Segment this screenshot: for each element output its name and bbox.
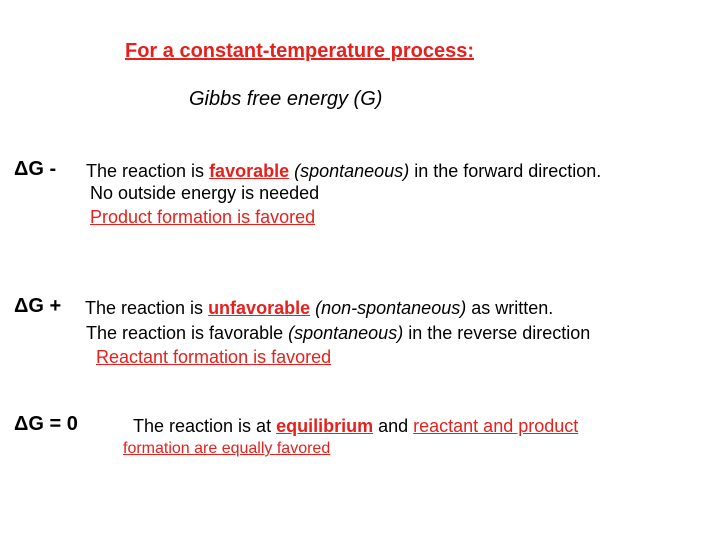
- negative-line1-pre: The reaction is: [86, 161, 210, 181]
- slide-title: For a constant-temperature process:: [125, 40, 474, 62]
- negative-favorable-term: favorable: [209, 161, 290, 181]
- delta-g-negative-line1: [86, 161, 601, 182]
- positive-unfavorable-term: unfavorable: [208, 298, 311, 318]
- delta-g-negative-line3: Product formation is favored: [90, 207, 316, 227]
- negative-line1-post: in the forward direction.: [409, 161, 602, 181]
- positive-line1-pre: The reaction is: [85, 298, 209, 318]
- positive-line2-pre: The reaction is favorable: [86, 323, 289, 343]
- zero-line1-mid: and: [373, 416, 414, 436]
- positive-line2-post: in the reverse direction: [403, 323, 591, 343]
- delta-g-positive-symbol: ΔG +: [14, 295, 62, 317]
- delta-g-positive-line3: Reactant formation is favored: [96, 347, 332, 367]
- positive-line1-post: as written.: [466, 298, 554, 318]
- delta-g-negative-line2: No outside energy is needed: [90, 183, 320, 203]
- delta-g-negative-symbol: ΔG -: [14, 158, 57, 180]
- delta-g-positive-line1: [85, 298, 553, 319]
- slide-subtitle: Gibbs free energy (G): [189, 88, 383, 110]
- zero-equilibrium-term: equilibrium: [276, 416, 374, 436]
- positive-spontaneous-term: (spontaneous): [288, 323, 404, 343]
- negative-spontaneous-term: (spontaneous): [294, 161, 410, 181]
- delta-g-zero-line2: formation are equally favored: [123, 440, 331, 457]
- delta-g-positive-line2: [86, 323, 590, 344]
- delta-g-zero-symbol: ΔG = 0: [14, 413, 78, 435]
- delta-g-zero-line1: [133, 416, 578, 437]
- zero-line1-pre: The reaction is at: [133, 416, 277, 436]
- positive-nonspontaneous-term: (non-spontaneous): [315, 298, 467, 318]
- zero-reactant-product-term: reactant and product: [413, 416, 579, 436]
